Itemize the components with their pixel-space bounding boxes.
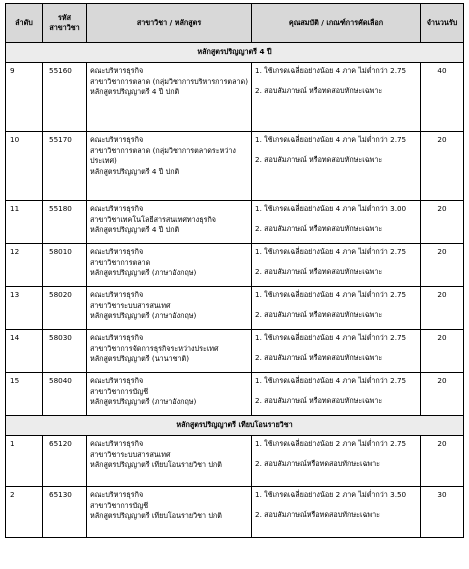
cell-code: 58010 — [43, 244, 87, 287]
program-line: คณะบริหารธุรกิจ — [90, 135, 144, 144]
table-row — [6, 436, 464, 487]
cell-criteria — [252, 63, 421, 132]
program-line: สาขาวิชาระบบสารสนเทศ — [90, 449, 171, 459]
criteria-line: 2. สอบสัมภาษณ์ หรือทดสอบทักษะเฉพาะ — [255, 309, 383, 319]
program-line: หลักสูตรปริญญาตรี เทียบโอนรายวิชา ปกติ — [90, 460, 222, 469]
cell-program — [87, 373, 252, 416]
header-seq: ลำดับ — [6, 4, 43, 43]
table-row — [6, 373, 464, 416]
program-line: สาขาวิชาการบัญชี — [90, 500, 149, 510]
cell-program — [87, 330, 252, 373]
criteria-line: 1. ใช้เกรดเฉลี่ยอย่างน้อย 4 ภาค ไม่ต่ำกว่า 2.75 — [255, 333, 407, 342]
program-line: สาขาวิชาการตลาด — [90, 257, 151, 267]
criteria-line: 1. ใช้เกรดเฉลี่ยอย่างน้อย 4 ภาค ไม่ต่ำกว่า 2.75 — [255, 66, 407, 75]
table-row — [6, 330, 464, 373]
criteria-line: 2. สอบสัมภาษณ์ หรือทดสอบทักษะเฉพาะ — [255, 395, 383, 405]
cell-seq: 1 — [6, 436, 43, 487]
cell-code: 55180 — [43, 201, 87, 244]
cell-code: 65130 — [43, 487, 87, 538]
criteria-line: 2. สอบสัมภาษณ์หรือทดสอบทักษะเฉพาะ — [255, 458, 380, 468]
cell-code: 58020 — [43, 287, 87, 330]
table-row — [6, 244, 464, 287]
cell-program — [87, 244, 252, 287]
cell-code: 58040 — [43, 373, 87, 416]
cell-program — [87, 487, 252, 538]
cell-criteria — [252, 201, 421, 244]
cell-code: 55160 — [43, 63, 87, 132]
program-line: หลักสูตรปริญญาตรี 4 ปี ปกติ — [90, 87, 180, 96]
cell-count: 30 — [421, 487, 464, 538]
program-line: สาขาวิชาระบบสารสนเทศ — [90, 300, 171, 310]
cell-code: 58030 — [43, 330, 87, 373]
table-row — [6, 201, 464, 244]
cell-seq: 10 — [6, 132, 43, 201]
cell-program — [87, 132, 252, 201]
cell-seq: 11 — [6, 201, 43, 244]
cell-count: 20 — [421, 287, 464, 330]
program-line: สาขาวิชาเทคโนโลยีสารสนเทศทางธุรกิจ — [90, 214, 217, 224]
program-line: คณะบริหารธุรกิจ — [90, 490, 144, 499]
program-line: สาขาวิชาการตลาด (กลุ่มวิชาการบริหารการตลาด) — [90, 76, 249, 86]
cell-seq: 2 — [6, 487, 43, 538]
cell-code: 65120 — [43, 436, 87, 487]
cell-criteria — [252, 487, 421, 538]
table-row — [6, 287, 464, 330]
criteria-line: 1. ใช้เกรดเฉลี่ยอย่างน้อย 4 ภาค ไม่ต่ำกว่า 2.75 — [255, 135, 407, 144]
table-header — [6, 4, 464, 43]
cell-count: 20 — [421, 373, 464, 416]
criteria-line: 1. ใช้เกรดเฉลี่ยอย่างน้อย 2 ภาค ไม่ต่ำกว่า 3.50 — [255, 490, 407, 499]
program-line: หลักสูตรปริญญาตรี (นานาชาติ) — [90, 354, 190, 363]
cell-code: 55170 — [43, 132, 87, 201]
cell-seq: 15 — [6, 373, 43, 416]
program-line: หลักสูตรปริญญาตรี (ภาษาอังกฤษ) — [90, 268, 197, 277]
criteria-line: 2. สอบสัมภาษณ์ หรือทดสอบทักษะเฉพาะ — [255, 223, 383, 233]
section-row — [6, 43, 464, 63]
header-code-line — [45, 13, 84, 34]
cell-criteria — [252, 244, 421, 287]
program-line: คณะบริหารธุรกิจ — [90, 290, 144, 299]
criteria-line: 1. ใช้เกรดเฉลี่ยอย่างน้อย 4 ภาค ไม่ต่ำกว่า 3.00 — [255, 204, 407, 213]
criteria-line: 2. สอบสัมภาษณ์หรือทดสอบทักษะเฉพาะ — [255, 509, 380, 519]
cell-count: 20 — [421, 244, 464, 287]
criteria-line: 1. ใช้เกรดเฉลี่ยอย่างน้อย 4 ภาค ไม่ต่ำกว่า 2.75 — [255, 290, 407, 299]
criteria-line: 2. สอบสัมภาษณ์ หรือทดสอบทักษะเฉพาะ — [255, 85, 383, 95]
program-line: หลักสูตรปริญญาตรี (ภาษาอังกฤษ) — [90, 311, 197, 320]
cell-criteria — [252, 373, 421, 416]
program-line: คณะบริหารธุรกิจ — [90, 66, 144, 75]
cell-criteria — [252, 436, 421, 487]
cell-count: 20 — [421, 201, 464, 244]
table-row — [6, 132, 464, 201]
criteria-line: 2. สอบสัมภาษณ์ หรือทดสอบทักษะเฉพาะ — [255, 154, 383, 164]
admission-table-document — [5, 3, 463, 538]
cell-seq: 9 — [6, 63, 43, 132]
cell-count: 20 — [421, 436, 464, 487]
table-row — [6, 487, 464, 538]
header-criteria: คุณสมบัติ / เกณฑ์การคัดเลือก — [252, 4, 421, 43]
cell-criteria — [252, 330, 421, 373]
header-code-part: รหัส — [58, 12, 71, 22]
cell-criteria — [252, 287, 421, 330]
admission-table — [5, 3, 464, 538]
cell-seq: 14 — [6, 330, 43, 373]
cell-seq: 12 — [6, 244, 43, 287]
criteria-line: 2. สอบสัมภาษณ์ หรือทดสอบทักษะเฉพาะ — [255, 352, 383, 362]
cell-program — [87, 436, 252, 487]
header-count: จำนวนรับ — [421, 4, 464, 43]
program-line: สาขาวิชาการจัดการธุรกิจระหว่างประเทศ — [90, 343, 219, 353]
header-program: สาขาวิชา / หลักสูตร — [87, 4, 252, 43]
cell-program — [87, 201, 252, 244]
program-line: หลักสูตรปริญญาตรี เทียบโอนรายวิชา ปกติ — [90, 511, 222, 520]
header-code — [43, 4, 87, 43]
program-line: คณะบริหารธุรกิจ — [90, 333, 144, 342]
cell-criteria — [252, 132, 421, 201]
section-row — [6, 416, 464, 436]
cell-program — [87, 287, 252, 330]
program-line: คณะบริหารธุรกิจ — [90, 439, 144, 448]
program-line: หลักสูตรปริญญาตรี 4 ปี ปกติ — [90, 225, 180, 234]
program-line: หลักสูตรปริญญาตรี 4 ปี ปกติ — [90, 166, 180, 176]
cell-count: 20 — [421, 132, 464, 201]
criteria-line: 1. ใช้เกรดเฉลี่ยอย่างน้อย 4 ภาค ไม่ต่ำกว่า 2.75 — [255, 247, 407, 256]
section-title: หลักสูตรปริญญาตรี เทียบโอนรายวิชา — [6, 416, 464, 436]
program-line: สาขาวิชาการตลาด (กลุ่มวิชาการตลาดระหว่างประเทศ) — [90, 145, 236, 165]
cell-count: 40 — [421, 63, 464, 132]
cell-program — [87, 63, 252, 132]
program-line: หลักสูตรปริญญาตรี (ภาษาอังกฤษ) — [90, 397, 197, 406]
table-row — [6, 63, 464, 132]
section-title: หลักสูตรปริญญาตรี 4 ปี — [6, 43, 464, 63]
program-line: คณะบริหารธุรกิจ — [90, 376, 144, 385]
program-line: สาขาวิชาการบัญชี — [90, 386, 149, 396]
cell-seq: 13 — [6, 287, 43, 330]
program-line: คณะบริหารธุรกิจ — [90, 247, 144, 256]
criteria-line: 2. สอบสัมภาษณ์ หรือทดสอบทักษะเฉพาะ — [255, 266, 383, 276]
criteria-line: 1. ใช้เกรดเฉลี่ยอย่างน้อย 2 ภาค ไม่ต่ำกว่า 2.75 — [255, 439, 407, 448]
header-code-part: สาขาวิชา — [49, 23, 80, 32]
criteria-line: 1. ใช้เกรดเฉลี่ยอย่างน้อย 4 ภาค ไม่ต่ำกว่า 2.75 — [255, 376, 407, 385]
table-body — [6, 43, 464, 538]
cell-count: 20 — [421, 330, 464, 373]
program-line: คณะบริหารธุรกิจ — [90, 204, 144, 213]
